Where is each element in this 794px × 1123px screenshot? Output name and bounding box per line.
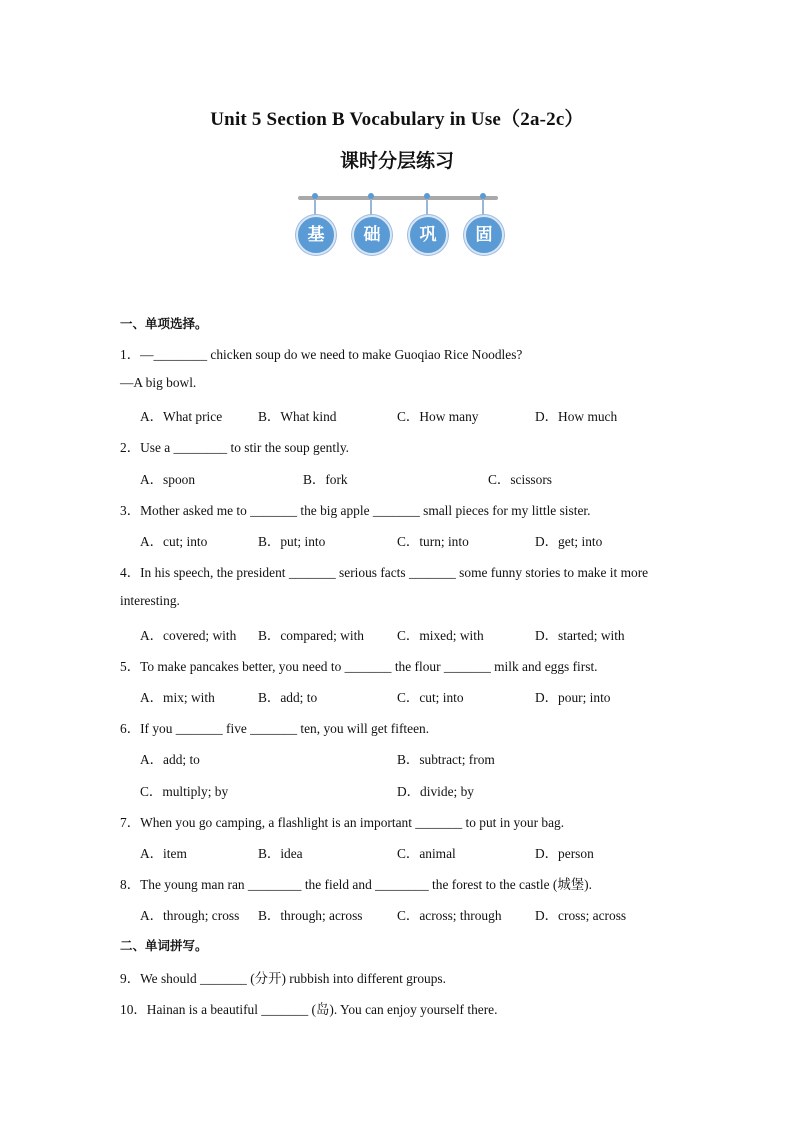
- page-subtitle: 课时分层练习: [339, 150, 454, 172]
- question-number: 6．: [120, 721, 141, 736]
- badge-pin-dot: [480, 193, 486, 199]
- question-number: 1．: [120, 347, 141, 362]
- question-text: If you _______ five _______ ten, you will get fifteen.: [140, 721, 430, 736]
- option-d: D．cross; across: [535, 908, 627, 923]
- question-3: [120, 500, 590, 519]
- option-d: D．pour; into: [535, 690, 611, 705]
- badge-gu: 固: [464, 215, 504, 255]
- question-number: 2．: [120, 440, 141, 455]
- option-d: D．divide; by: [397, 784, 474, 799]
- option-c: C．scissors: [488, 472, 552, 487]
- option-b: B．idea: [258, 846, 303, 861]
- question-number: 3．: [120, 503, 141, 518]
- option-b: B．add; to: [258, 690, 318, 705]
- badge-bar: [298, 196, 498, 200]
- option-b: B．through; across: [258, 908, 363, 923]
- question-1-answer-line: —A big bowl.: [120, 375, 197, 390]
- option-c: C．across; through: [397, 908, 502, 923]
- option-a: A．through; cross: [140, 908, 240, 923]
- option-a: A．spoon: [140, 472, 196, 487]
- question-5: [120, 656, 598, 675]
- question-text: The young man ran ________ the field and ________ the forest to the castle (城堡).: [140, 877, 592, 892]
- option-c: C．cut; into: [397, 690, 464, 705]
- question-9: [120, 968, 446, 987]
- option-d: D．get; into: [535, 534, 603, 549]
- question-4-continued: interesting.: [120, 593, 180, 608]
- question-8: [120, 874, 592, 893]
- question-6: [120, 718, 429, 737]
- question-number: 5．: [120, 659, 141, 674]
- question-2: [120, 437, 349, 456]
- option-c: C．animal: [397, 846, 456, 861]
- badge-chu: 础: [352, 215, 392, 255]
- option-b: B．What kind: [258, 409, 337, 424]
- option-d: D．How much: [535, 409, 618, 424]
- option-a: A．covered; with: [140, 628, 237, 643]
- badge-pin-dot: [312, 193, 318, 199]
- option-a: A．cut; into: [140, 534, 208, 549]
- question-number: 9．: [120, 971, 141, 986]
- question-number: 4．: [120, 565, 141, 580]
- option-a: A．What price: [140, 409, 223, 424]
- option-b: B．subtract; from: [397, 752, 495, 767]
- page-title: Unit 5 Section B Vocabulary in Use（2a-2c）: [210, 109, 584, 130]
- question-text: To make pancakes better, you need to _______ the flour _______ milk and eggs first.: [140, 659, 598, 674]
- option-d: D．person: [535, 846, 594, 861]
- option-a: A．add; to: [140, 752, 200, 767]
- question-text: Mother asked me to _______ the big apple _______ small pieces for my little sister.: [140, 503, 591, 518]
- badge-gong: 巩: [408, 215, 448, 255]
- question-text: Use a ________ to stir the soup gently.: [140, 440, 349, 455]
- question-10: [120, 999, 497, 1018]
- option-a: A．item: [140, 846, 187, 861]
- option-c: C．multiply; by: [140, 784, 229, 799]
- option-b: B．put; into: [258, 534, 326, 549]
- option-b: B．fork: [303, 472, 348, 487]
- question-text: —________ chicken soup do we need to make Guoqiao Rice Noodles?: [140, 347, 523, 362]
- option-b: B．compared; with: [258, 628, 364, 643]
- badge-pin-dot: [424, 193, 430, 199]
- badge-pin-dot: [368, 193, 374, 199]
- option-a: A．mix; with: [140, 690, 215, 705]
- question-text: When you go camping, a flashlight is an important _______ to put in your bag.: [140, 815, 565, 830]
- question-number: 7．: [120, 815, 141, 830]
- section-heading-spelling: 二、单词拼写。: [120, 938, 208, 953]
- option-c: C．mixed; with: [397, 628, 484, 643]
- question-text: Hainan is a beautiful _______ (岛). You can enjoy yourself there.: [146, 1002, 498, 1017]
- question-4: [120, 562, 648, 581]
- badge-ji: 基: [296, 215, 336, 255]
- option-c: C．How many: [397, 409, 479, 424]
- question-text: We should _______ (分开) rubbish into different groups.: [140, 971, 446, 986]
- question-number: 8．: [120, 877, 141, 892]
- question-7: [120, 812, 564, 831]
- question-number: 10．: [120, 1002, 147, 1017]
- option-c: C．turn; into: [397, 534, 469, 549]
- question-1: [120, 344, 522, 363]
- option-d: D．started; with: [535, 628, 625, 643]
- question-text: In his speech, the president _______ serious facts _______ some funny stories to make it more: [140, 565, 649, 580]
- section-heading-choice: 一、单项选择。: [120, 316, 208, 331]
